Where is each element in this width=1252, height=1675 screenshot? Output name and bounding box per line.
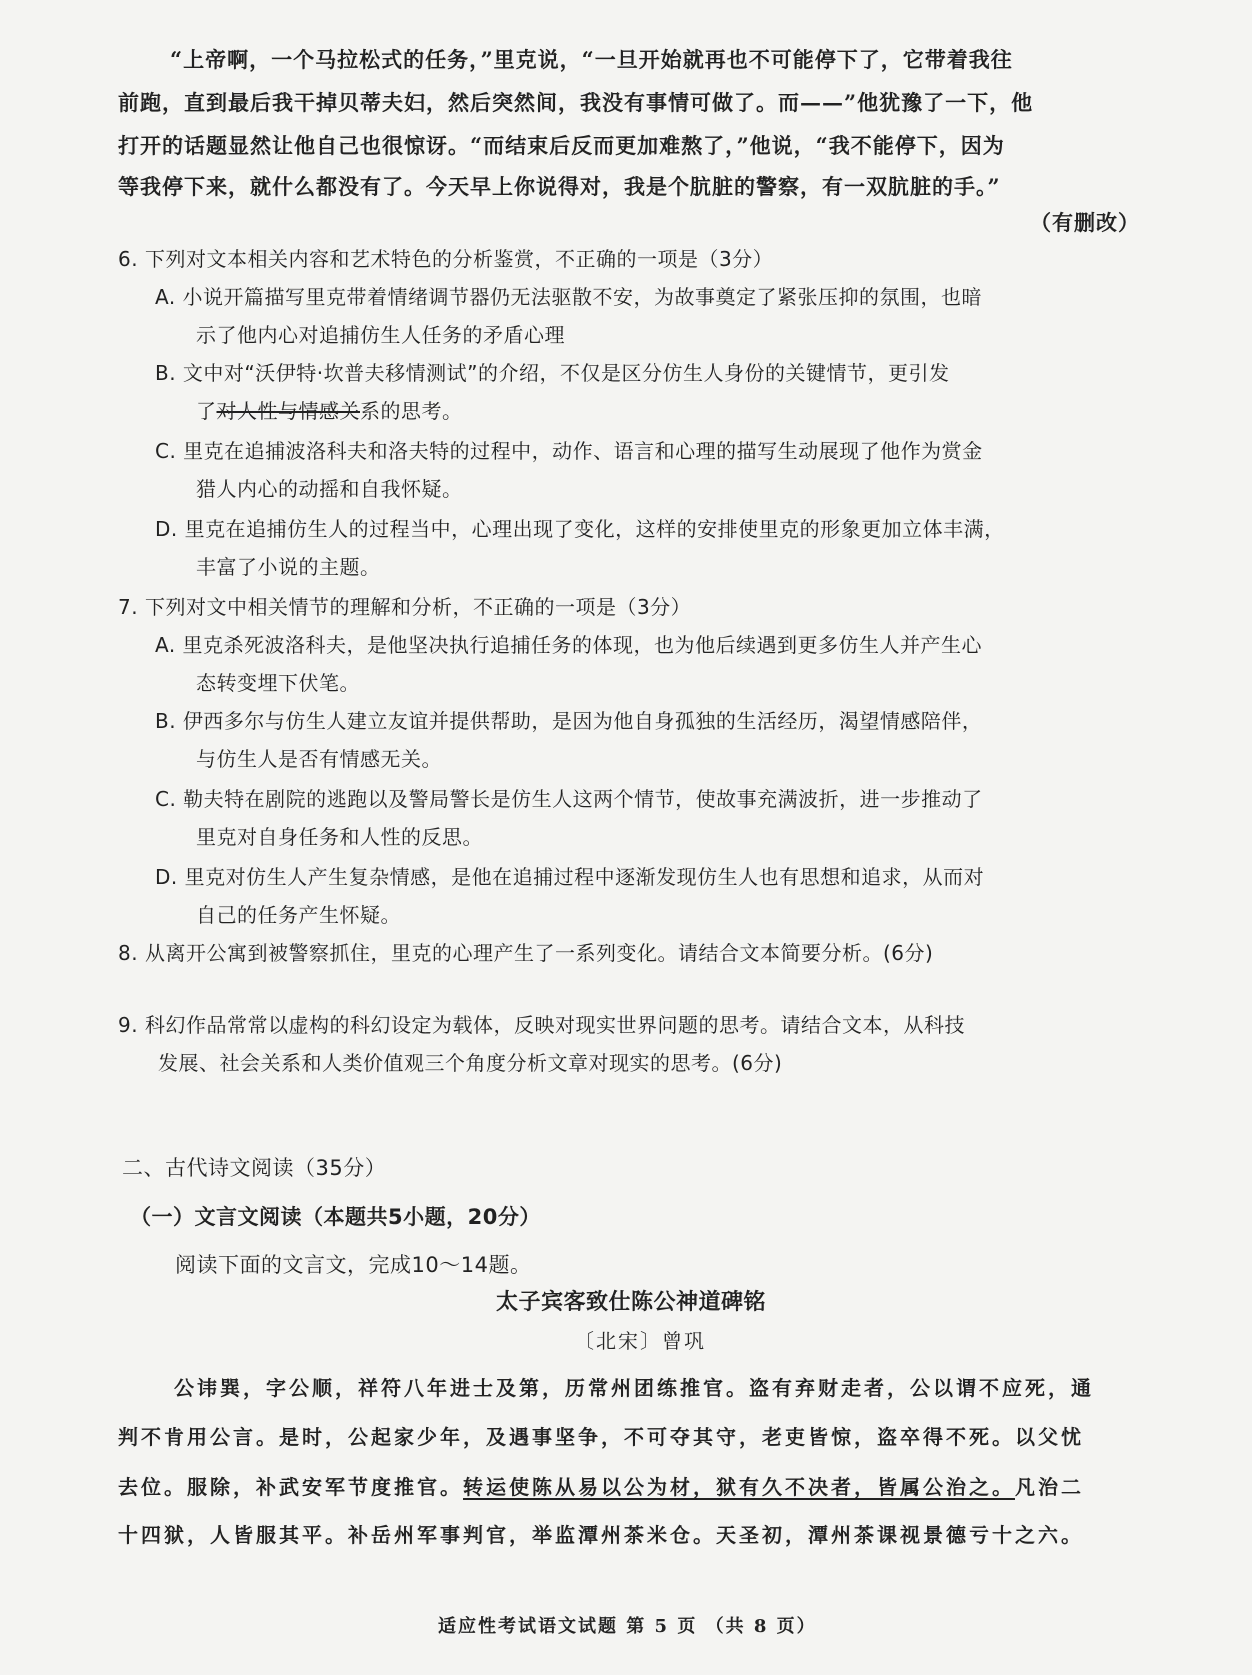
reading-instruction: 阅读下面的文言文，完成10～14题。 — [175, 1253, 532, 1277]
question-9-stem-cont: 发展、社会关系和人类价值观三个角度分析文章对现实的思考。(6分) — [158, 1051, 783, 1075]
text-title: 太子宾客致仕陈公神道碑铭 — [496, 1290, 767, 1315]
classical-text-line-3-start: 去位。服除，补武安军节度推官。 — [118, 1475, 463, 1499]
question-8-stem: 8. 从离开公寓到被警察抓住，里克的心理产生了一系列变化。请结合文本简要分析。(6分) — [118, 941, 934, 965]
question-6-stem: 6. 下列对文本相关内容和艺术特色的分析鉴赏，不正确的一项是（3分） — [118, 247, 774, 271]
question-7-option-b-cont: 与仿生人是否有情感无关。 — [196, 747, 442, 771]
section-heading: 二、古代诗文阅读（35分） — [122, 1156, 387, 1180]
question-6-option-a: A. 小说开篇描写里克带着情绪调节器仍无法驱散不安，为故事奠定了紧张压抑的氛围，也暗 — [155, 285, 983, 309]
question-7-option-a: A. 里克杀死波洛科夫，是他坚决执行追捕任务的体现，也为他后续遇到更多仿生人并产生心 — [155, 633, 983, 657]
question-7-option-c: C. 勒夫特在剧院的逃跑以及警局警长是仿生人这两个情节，使故事充满波折，进一步推动了 — [155, 787, 983, 811]
classical-text-line-1: 公讳巽，字公顺，祥符八年进士及第，历常州团练推官。盗有弃财走者，公以谓不应死，通 — [174, 1376, 1094, 1400]
question-6-option-a-cont: 示了他内心对追捕仿生人任务的矛盾心理 — [196, 323, 565, 347]
underlined-sentence: 转运使陈从易以公为材，狱有久不决者，皆属公治之。 — [463, 1475, 1015, 1499]
passage-line-3: 打开的话题显然让他自己也很惊讶。“而结束后反而更加难熬了，”他说，“我不能停下，因为 — [118, 133, 1005, 158]
question-6-option-c: C. 里克在追捕波洛科夫和洛夫特的过程中，动作、语言和心理的描写生动展现了他作为赏金 — [155, 439, 983, 463]
page-footer: 适应性考试语文试题 第 5 页 （共 8 页） — [438, 1616, 817, 1637]
classical-text-line-3 — [118, 1472, 1084, 1502]
question-6-option-b-cont — [196, 396, 463, 426]
question-7-option-d: D. 里克对仿生人产生复杂情感，是他在追捕过程中逐渐发现仿生人也有思想和追求，从而对 — [155, 865, 985, 889]
classical-text-line-3-end: 凡治二 — [1015, 1475, 1084, 1499]
option-b-text-end: 系的思考。 — [360, 399, 463, 423]
passage-line-1: “上帝啊，一个马拉松式的任务，”里克说，“一旦开始就再也不可能停下了，它带着我往 — [170, 47, 1013, 72]
classical-text-line-2: 判不肯用公言。是时，公起家少年，及遇事坚争，不可夺其守，老吏皆惊，盗卒得不死。以父忧 — [118, 1425, 1084, 1449]
passage-line-4: 等我停下来，就什么都没有了。今天早上你说得对，我是个肮脏的警察，有一双肮脏的手。” — [118, 174, 1001, 199]
question-7-option-c-cont: 里克对自身任务和人性的反思。 — [196, 825, 483, 849]
text-author: 〔北宋〕曾巩 — [574, 1329, 706, 1353]
question-7-option-b: B. 伊西多尔与仿生人建立友谊并提供帮助，是因为他自身孤独的生活经历，渴望情感陪伴， — [155, 709, 983, 733]
question-9-stem: 9. 科幻作品常常以虚构的科幻设定为载体，反映对现实世界问题的思考。请结合文本，从科技 — [118, 1013, 965, 1037]
classical-text-line-4: 十四狱，人皆服其平。补岳州军事判官，举监潭州茶米仓。天圣初，潭州茶课视景德亏十之六。 — [118, 1523, 1084, 1547]
question-7-stem: 7. 下列对文中相关情节的理解和分析，不正确的一项是（3分） — [118, 595, 692, 619]
question-7-option-a-cont: 态转变埋下伏笔。 — [196, 671, 360, 695]
struck-through-text: 对人性与情感关 — [216, 399, 360, 423]
passage-source-note: （有删改） — [1030, 210, 1140, 235]
passage-line-2: 前跑，直到最后我干掉贝蒂夫妇，然后突然间，我没有事情可做了。而——”他犹豫了一下，他 — [118, 90, 1034, 115]
question-6-option-c-cont: 猎人内心的动摇和自我怀疑。 — [196, 477, 463, 501]
subsection-heading: （一）文言文阅读（本题共5小题，20分） — [130, 1205, 541, 1229]
question-6-option-d-cont: 丰富了小说的主题。 — [196, 555, 381, 579]
question-7-option-d-cont: 自己的任务产生怀疑。 — [196, 903, 401, 927]
question-6-option-b: B. 文中对“沃伊特·坎普夫移情测试”的介绍，不仅是区分仿生人身份的关键情节，更引发 — [155, 361, 950, 385]
option-b-text-start: 了 — [196, 399, 217, 423]
question-6-option-d: D. 里克在追捕仿生人的过程当中，心理出现了变化，这样的安排使里克的形象更加立体丰满， — [155, 517, 1005, 541]
